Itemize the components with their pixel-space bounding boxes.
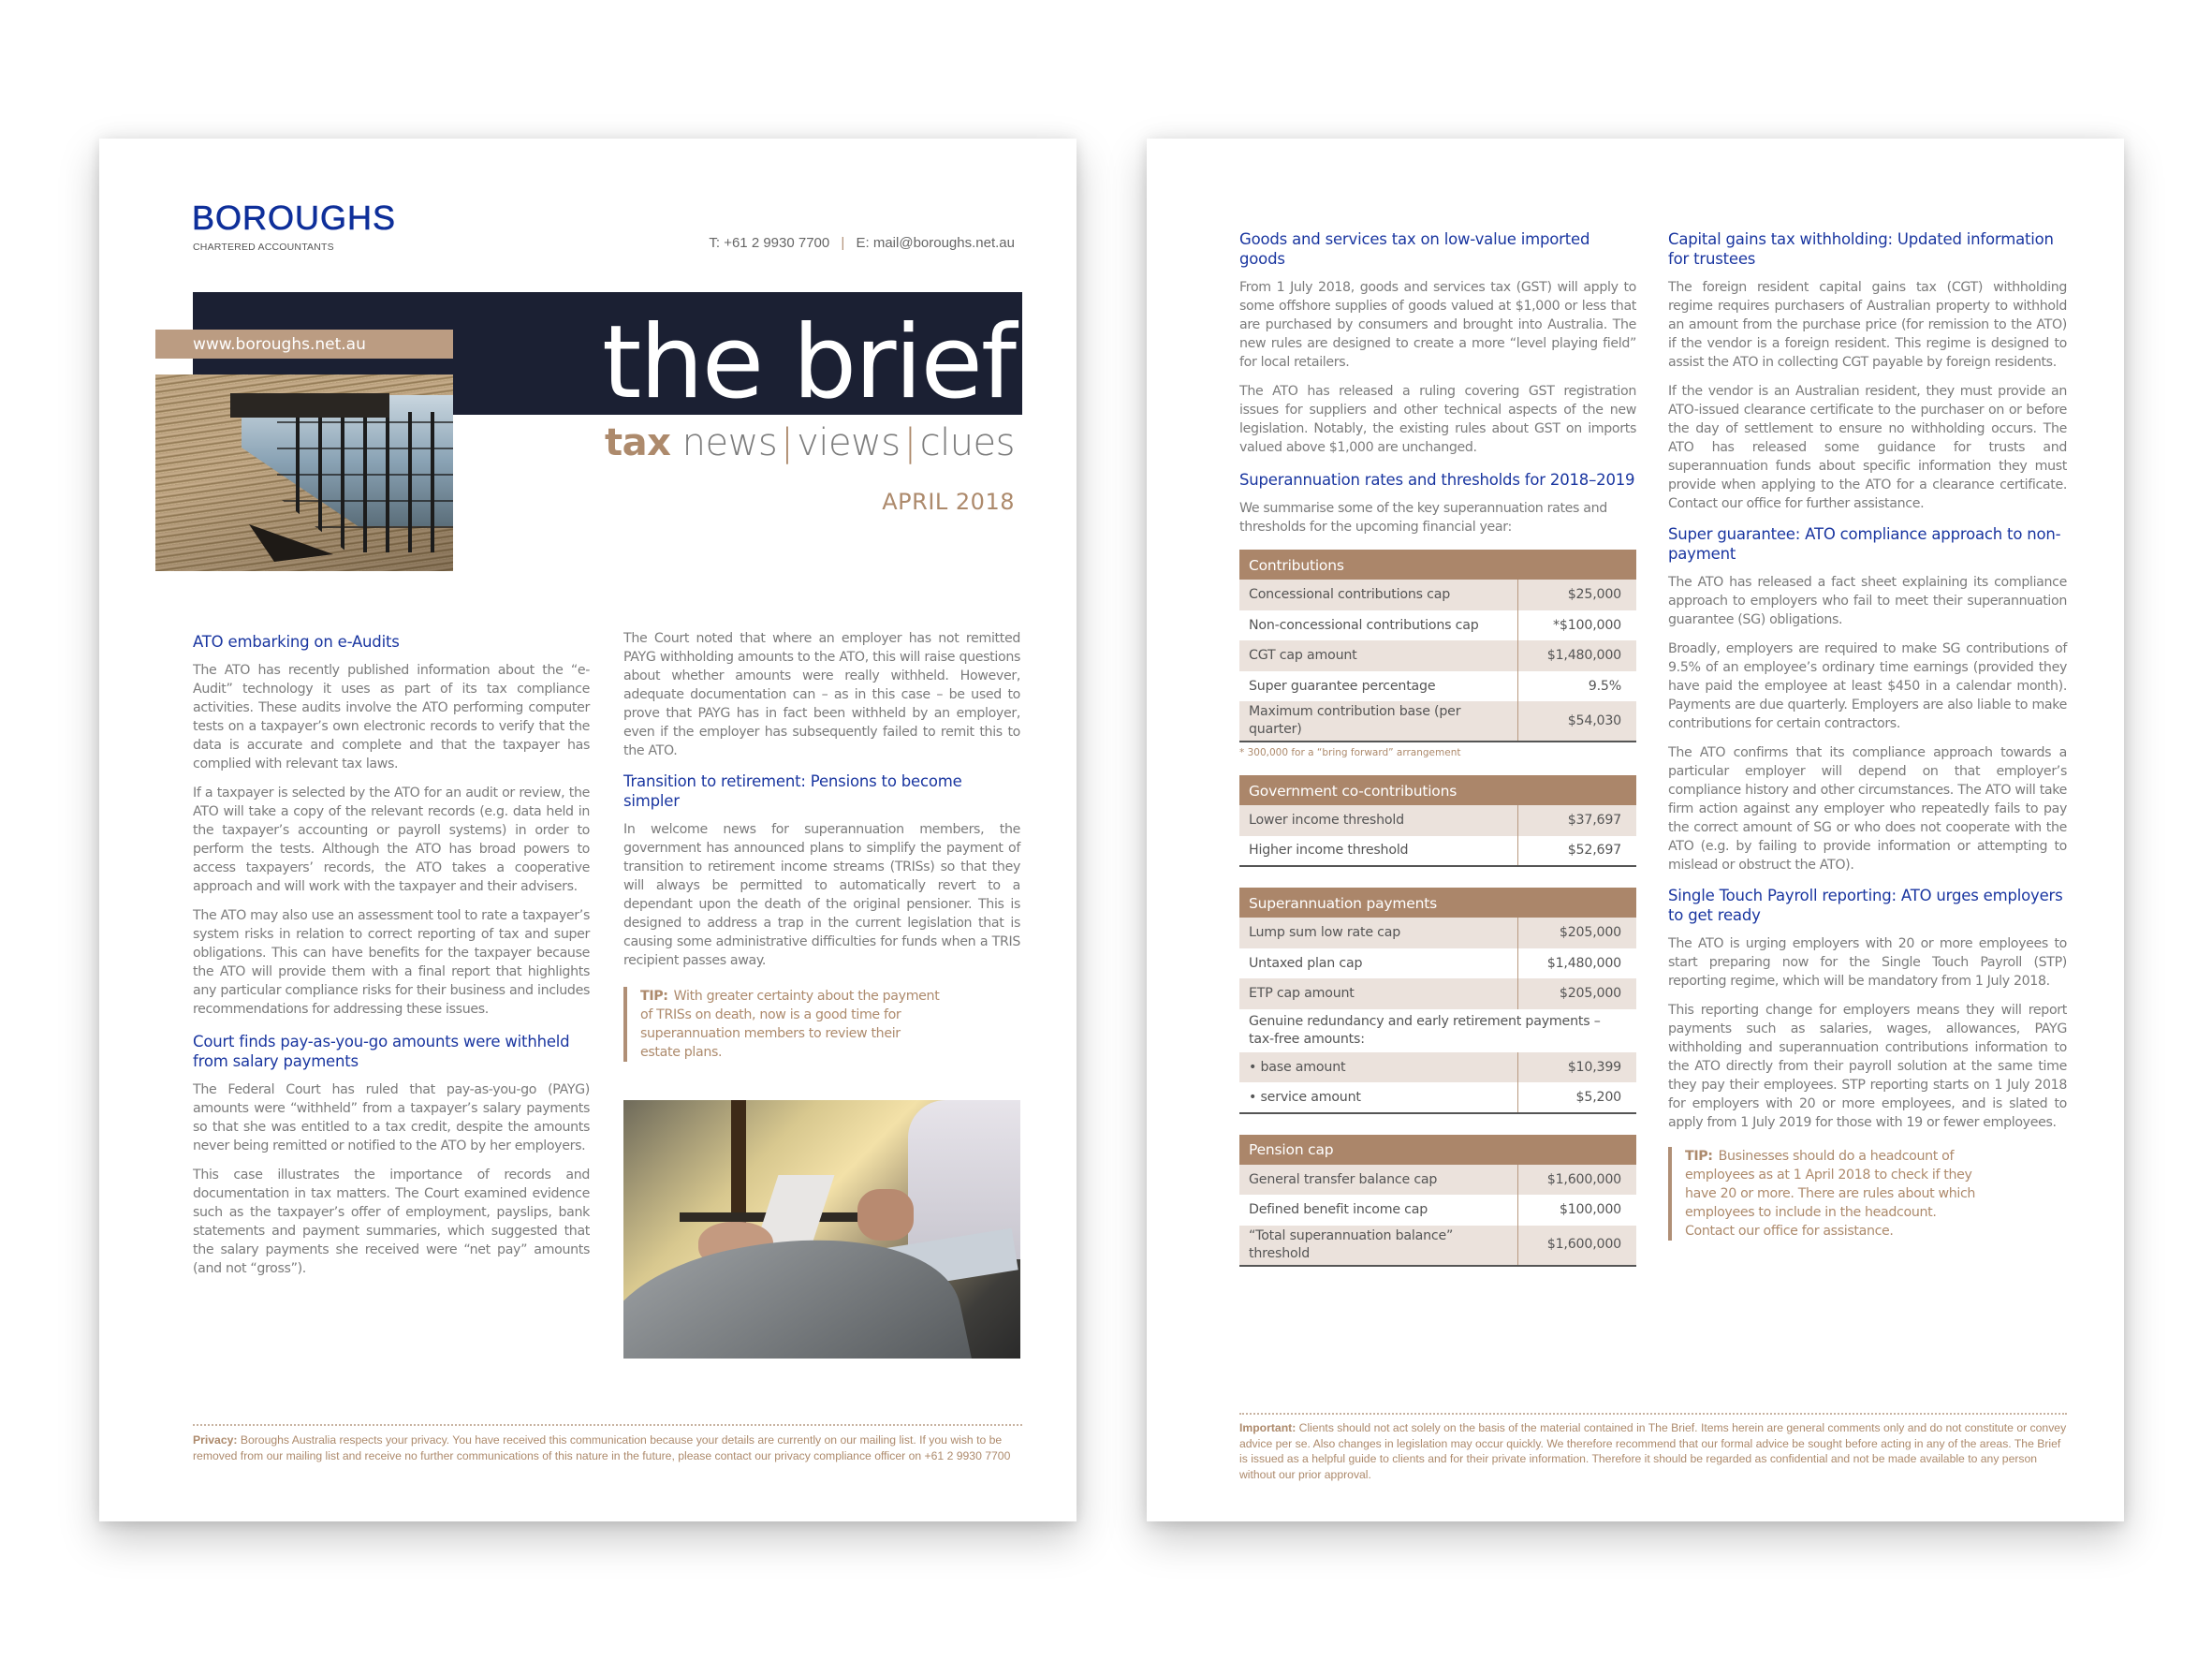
table-co-contributions (1239, 775, 1636, 867)
row-label: • base amount (1239, 1052, 1517, 1083)
article-paragraph: Broadly, employers are required to make SG contributions of 9.5% of an employee’s ordinary time earnings (provided they have paid the employee at least $450 in a calendar month). Payments are due quarterly. Employers are also liable to make contributions for certain contractors. (1668, 641, 2067, 731)
table-row (1239, 1082, 1636, 1113)
masthead-tagline (605, 421, 1015, 464)
table-row (1239, 918, 1636, 948)
row-label: Lower income threshold (1239, 805, 1517, 836)
table-row (1239, 978, 1636, 1009)
article-paragraph: The ATO confirms that its compliance approach towards a particular employer will depend on that employer’s compliance history and other circumstances. The ATO will take firm action against any employer who repeatedly fails to pay the correct amount of SG or who does not cooperate with the ATO (e.g. by failing to provide information or attempting to mislead or obstruct the ATO). (1668, 745, 2067, 873)
newsletter-page-2 (1147, 139, 2124, 1521)
footer-text: Boroughs Australia respects your privacy. You have received this communication because your details are currently on our mailing list. If you wish to be removed from our mailing list and receive no further communications of this nature in the future, please contact our privacy compliance officer on +61 2 9930 7700 (193, 1433, 1011, 1462)
row-value: $1,480,000 (1517, 640, 1636, 671)
contact-separator: | (841, 235, 845, 251)
row-label: Untaxed plan cap (1249, 955, 1363, 971)
disclaimer-footer (1239, 1420, 2067, 1482)
row-value: $52,697 (1517, 836, 1636, 867)
article-paragraph: The ATO may also use an assessment tool to rate a taxpayer’s system risks in relation to correct reporting of tax and super obligations. This can have benefits for the taxpayer because the ATO will provide them with a final report that highlights any particular compliance risks for their business and includes recommendations for addressing these issues. (193, 908, 590, 1017)
footer-label: Privacy: (193, 1433, 238, 1447)
article-paragraph: In welcome news for superannuation members, the government has announced plans to simplify the payment of transition to retirement income streams (TRISs) so that they will always be permitted to automatically revert to a dependant upon the death of the original pensioner. This is designed to address a trap in the current legislation that is causing some administrative difficulties for funds when a TRIS recipient passes away. (623, 822, 1020, 968)
article-paragraph: The ATO has released a fact sheet explaining its compliance approach to employers who fail to meet their superannuation guarantee (SG) obligations. (1668, 575, 2067, 627)
row-value: *$100,000 (1517, 610, 1636, 641)
article-heading-gst: Goods and services tax on low-value imported goods (1239, 230, 1590, 268)
article-paragraph: We summarise some of the key superannuation rates and thresholds for the upcoming financial year: (1239, 501, 1607, 535)
row-label: Concessional contributions cap (1239, 580, 1517, 610)
row-value: $205,000 (1517, 918, 1636, 948)
footer-text: Clients should not act solely on the basis of the material contained in The Brief. Items herein are general comments only and do not constitute or convey advice per se. Also changes in legislation may occur quickly. We therefore recommend that our formal advice be sought before acting in any of the areas. The Brief is issued as a helpful guide to clients and for their private information. Therefore it should be regarded as confidential and not be made available to any person without our prior approval. (1239, 1421, 2067, 1481)
logo-subtitle: CHARTERED ACCOUNTANTS (193, 242, 334, 253)
article-heading-ttr: Transition to retirement: Pensions to become simpler (623, 772, 962, 810)
article-heading-cgt: Capital gains tax withholding: Updated information for trustees (1668, 230, 2054, 268)
row-value: $1,480,000 (1517, 948, 1636, 979)
row-label: Lump sum low rate cap (1239, 918, 1517, 948)
privacy-footer (193, 1432, 1022, 1463)
row-value: $205,000 (1517, 978, 1636, 1009)
tip-box-stp (1668, 1147, 1986, 1241)
table-header: Government co-contributions (1239, 775, 1636, 805)
article-heading-super-rates: Superannuation rates and thresholds for 2018–2019 (1239, 471, 1635, 489)
table-row (1239, 1226, 1636, 1266)
row-value: $100,000 (1517, 1195, 1636, 1226)
table-header: Contributions (1239, 550, 1636, 580)
table-row (1239, 836, 1636, 867)
tagline-divider: | (781, 421, 794, 464)
tagline-views: views (797, 421, 901, 464)
row-value: 9.5% (1517, 671, 1636, 702)
table-row (1239, 701, 1636, 742)
table-header: Pension cap (1239, 1135, 1636, 1165)
page1-column-right (623, 629, 1020, 1062)
article-heading-stp: Single Touch Payroll reporting: ATO urges employers to get ready (1668, 887, 2063, 924)
newsletter-page-1 (99, 139, 1077, 1521)
row-value: $37,697 (1517, 805, 1636, 836)
table-footnote: * 300,000 for a “bring forward” arrangement (1239, 747, 1461, 758)
footer-divider (193, 1424, 1022, 1426)
table-row (1239, 805, 1636, 836)
row-label: General transfer balance cap (1239, 1165, 1517, 1196)
boroughs-logo: BOROUGHS (192, 198, 397, 237)
article-heading-sg: Super guarantee: ATO compliance approach to non-payment (1668, 525, 2061, 563)
table-contributions (1239, 550, 1636, 742)
table-row (1239, 1052, 1636, 1083)
tip-label: TIP: (640, 989, 668, 1004)
article-paragraph: The Court noted that where an employer has not remitted PAYG withholding amounts to the ATO, this will raise questions about whether amounts were really withheld. However, adequate documentation can – as in this case – be used to prove that PAYG has in fact been withheld by an employer, even if the employer has subsequently failed to remit this to the ATO. (623, 631, 1020, 758)
table-super-payments (1239, 888, 1636, 1114)
tip-box-ttr (623, 987, 942, 1062)
cover-photo-architecture (155, 375, 453, 571)
row-label: • service amount (1239, 1082, 1517, 1113)
table-subheading-row (1239, 1009, 1636, 1052)
article-paragraph: This case illustrates the importance of records and documentation in tax matters. The Court examined evidence such as the taxpayer’s offer of employment, payslips, bank statements and payment summaries, which suggested that the salary payments she received were “net pay” amounts (and not “gross”). (193, 1168, 590, 1276)
article-heading-payg: Court finds pay-as-you-go amounts were withheld from salary payments (193, 1033, 570, 1070)
row-label: “Total superannuation balance” threshold (1239, 1226, 1517, 1266)
row-label: ETP cap amount (1239, 978, 1517, 1009)
tagline-news: news (681, 421, 778, 464)
contact-details (709, 235, 1015, 251)
table-row (1239, 610, 1636, 641)
article-paragraph: The ATO is urging employers with 20 or more employees to start preparing now for the Single Touch Payroll (STP) reporting regime, which will be mandatory from 1 July 2018. (1668, 936, 2067, 989)
table-header: Superannuation payments (1239, 888, 1636, 918)
row-label: CGT cap amount (1239, 640, 1517, 671)
row-subheading: Genuine redundancy and early retirement payments – tax-free amounts: (1249, 1013, 1601, 1047)
row-label: Defined benefit income cap (1249, 1202, 1428, 1218)
table-row (1239, 640, 1636, 671)
tagline-clues: clues (919, 421, 1015, 464)
masthead-title: the brief (602, 304, 1015, 421)
article-heading-eaudits: ATO embarking on e-Audits (193, 633, 400, 651)
article-paragraph: The Federal Court has ruled that pay-as-you-go (PAYG) amounts were “withheld” from a taxpayer’s salary payments so that she was entitled to a tax credit, despite the amounts never being remitted or notified to the ATO by her employers. (193, 1082, 590, 1153)
footer-label: Important: (1239, 1421, 1296, 1434)
table-row (1239, 1195, 1636, 1226)
table-row (1239, 948, 1636, 979)
row-value: $54,030 (1517, 701, 1636, 742)
article-paragraph: From 1 July 2018, goods and services tax (GST) will apply to some offshore supplies of goods valued at $1,000 or less that are purchased by consumers and brought into Australia. The new rules are designed to create a more “level playing field” for local retailers. (1239, 280, 1636, 370)
table-row (1239, 1165, 1636, 1196)
page1-column-left (193, 632, 590, 1288)
page2-column-right (1668, 229, 2067, 1241)
table-row (1239, 671, 1636, 702)
page2-column-left (1239, 229, 1636, 1267)
row-value: $5,200 (1517, 1082, 1636, 1113)
row-label: Non-concessional contributions cap (1249, 617, 1479, 633)
tip-text: Businesses should do a headcount of employees as at 1 April 2018 to check if they have 20 or more. There are rules about which employees to include in the headcount. Contact our office for assistance. (1685, 1149, 1976, 1239)
article-paragraph: The foreign resident capital gains tax (CGT) withholding regime requires purchasers of Australian property to withhold an amount from the purchase price (for remission to the ATO) if the vendor is a foreign resident. This regime is designed to assist the ATO in collecting CGT payable by foreign residents. (1668, 280, 2067, 370)
row-value: $1,600,000 (1517, 1226, 1636, 1266)
table-pension-cap (1239, 1135, 1636, 1267)
email-address[interactable]: E: mail@boroughs.net.au (856, 235, 1015, 251)
row-label: Super guarantee percentage (1249, 678, 1436, 694)
article-paragraph: If a taxpayer is selected by the ATO for an audit or review, the ATO will take a copy of the relevant records (e.g. data held in the taxpayer’s accounting or payroll systems) in order to perform the tests. Although the ATO has broad powers to access taxpayers’ records, the ATO takes a cooperative approach and will work with the taxpayer and their advisers. (193, 786, 590, 894)
website-link[interactable]: www.boroughs.net.au (155, 330, 453, 359)
tip-text: With greater certainty about the payment of TRISs on death, now is a good time for superannuation members to review their estate plans. (640, 989, 940, 1060)
row-label: Maximum contribution base (per quarter) (1239, 701, 1517, 742)
tagline-divider: | (903, 421, 916, 464)
row-label: Higher income threshold (1239, 836, 1517, 867)
issue-date: APRIL 2018 (882, 489, 1015, 515)
footer-divider (1239, 1413, 2067, 1415)
meeting-photo (623, 1100, 1020, 1359)
row-value: $25,000 (1517, 580, 1636, 610)
article-paragraph: This reporting change for employers means they will report payments such as salaries, wages, allowances, PAYG withholding and superannuation contributions information to the ATO directly from their payroll solution at the same time they pay their employees. STP reporting starts on 1 July 2018 for employers with 20 or more employees, and is slated to apply from 1 July 2019 for those with 19 or fewer employees. (1668, 1003, 2067, 1130)
article-paragraph: If the vendor is an Australian resident, they must provide an ATO-issued clearance certificate to the purchaser on or before the day of settlement to ensure no withholding occurs. The ATO has released some guidance for trusts and superannuation funds about specific information they must provide when applying to the ATO for a clearance certificate. Contact our office for further assistance. (1668, 384, 2067, 511)
article-paragraph: The ATO has recently published information about the “e-Audit” technology it uses as part of its tax compliance activities. These audits involve the ATO performing computer tests on a taxpayer’s own electronic records to verify that the data is accurate and complete and that the taxpayer has complied with relevant tax laws. (193, 663, 590, 771)
table-row (1239, 580, 1636, 610)
tip-label: TIP: (1685, 1149, 1713, 1164)
tagline-tax: tax (605, 421, 671, 464)
article-paragraph: The ATO has released a ruling covering GST registration issues for suppliers and other technical aspects of the new legislation. Notably, the existing rules about GST on imports valued above $1,000 are unchanged. (1239, 384, 1636, 455)
row-value: $10,399 (1517, 1052, 1636, 1083)
row-value: $1,600,000 (1517, 1165, 1636, 1196)
phone-number: T: +61 2 9930 7700 (709, 235, 830, 251)
